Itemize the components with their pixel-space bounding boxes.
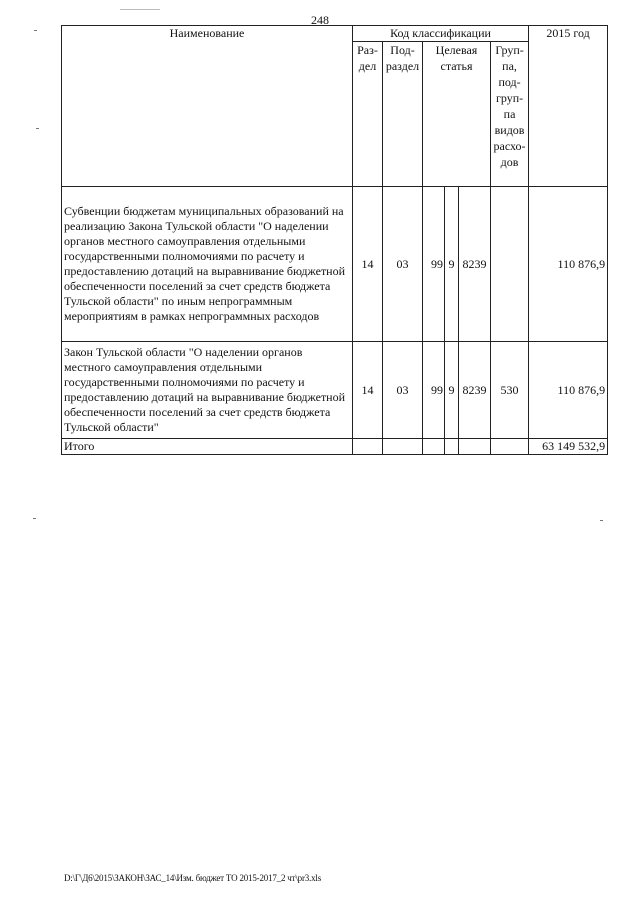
empty-cell	[445, 439, 459, 455]
row-ts2: 9	[445, 187, 459, 342]
empty-cell	[459, 439, 491, 455]
row-ts1: 99	[423, 187, 445, 342]
page-number: 248	[311, 13, 329, 27]
row-ts3: 8239	[459, 187, 491, 342]
total-label: Итого	[62, 439, 353, 455]
total-amount: 63 149 532,9	[529, 439, 608, 455]
row-section: 14	[353, 342, 383, 439]
empty-cell	[383, 439, 423, 455]
row-name: Субвенции бюджетам муниципальных образований на реализацию Закона Тульской области "О наделении органов местного самоуправления отдельными государственными полномочиями по расчету и предоставлению дотаций на выравнивание бюджетной обеспеченности поселений за счет средств бюджета Тульской области" по иным непрограммным мероприятиям в рамках непрограммных расходов	[62, 187, 353, 342]
scan-speck	[120, 9, 160, 10]
file-path-footer: D:\Г\Д6\2015\ЗАКОН\ЗАС_14\Изм. бюджет ТО 2015-2017_2 чт\pr3.xls	[64, 873, 322, 883]
table-row	[62, 187, 608, 342]
budget-table	[61, 25, 608, 455]
empty-cell	[423, 439, 445, 455]
row-subsection: 03	[383, 342, 423, 439]
total-row	[62, 439, 608, 455]
row-ts3: 8239	[459, 342, 491, 439]
row-name: Закон Тульской области "О наделении органов местного самоуправления отдельными государственными полномочиями по расчету и предоставлению дотаций на выравнивание бюджетной обеспеченности поселений за счет средств бюджета Тульской области"	[62, 342, 353, 439]
header-subsection: Под- раздел	[383, 42, 423, 187]
scan-speck	[600, 520, 603, 521]
empty-cell	[491, 439, 529, 455]
row-amount: 110 876,9	[529, 187, 608, 342]
row-ts2: 9	[445, 342, 459, 439]
row-subsection: 03	[383, 187, 423, 342]
header-name: Наименование	[62, 26, 353, 187]
scan-speck	[36, 128, 39, 129]
header-target-article: Целевая статья	[423, 42, 491, 187]
row-amount: 110 876,9	[529, 342, 608, 439]
table-row	[62, 342, 608, 439]
row-section: 14	[353, 187, 383, 342]
header-classification: Код классификации	[353, 26, 529, 42]
row-ts1: 99	[423, 342, 445, 439]
scan-speck	[33, 518, 36, 519]
empty-cell	[353, 439, 383, 455]
header-section: Раз- дел	[353, 42, 383, 187]
row-group	[491, 187, 529, 342]
scan-speck	[34, 30, 37, 31]
row-group: 530	[491, 342, 529, 439]
header-year: 2015 год	[529, 26, 608, 187]
header-group: Груп- па, под- груп- па видов расхо- дов	[491, 42, 529, 187]
